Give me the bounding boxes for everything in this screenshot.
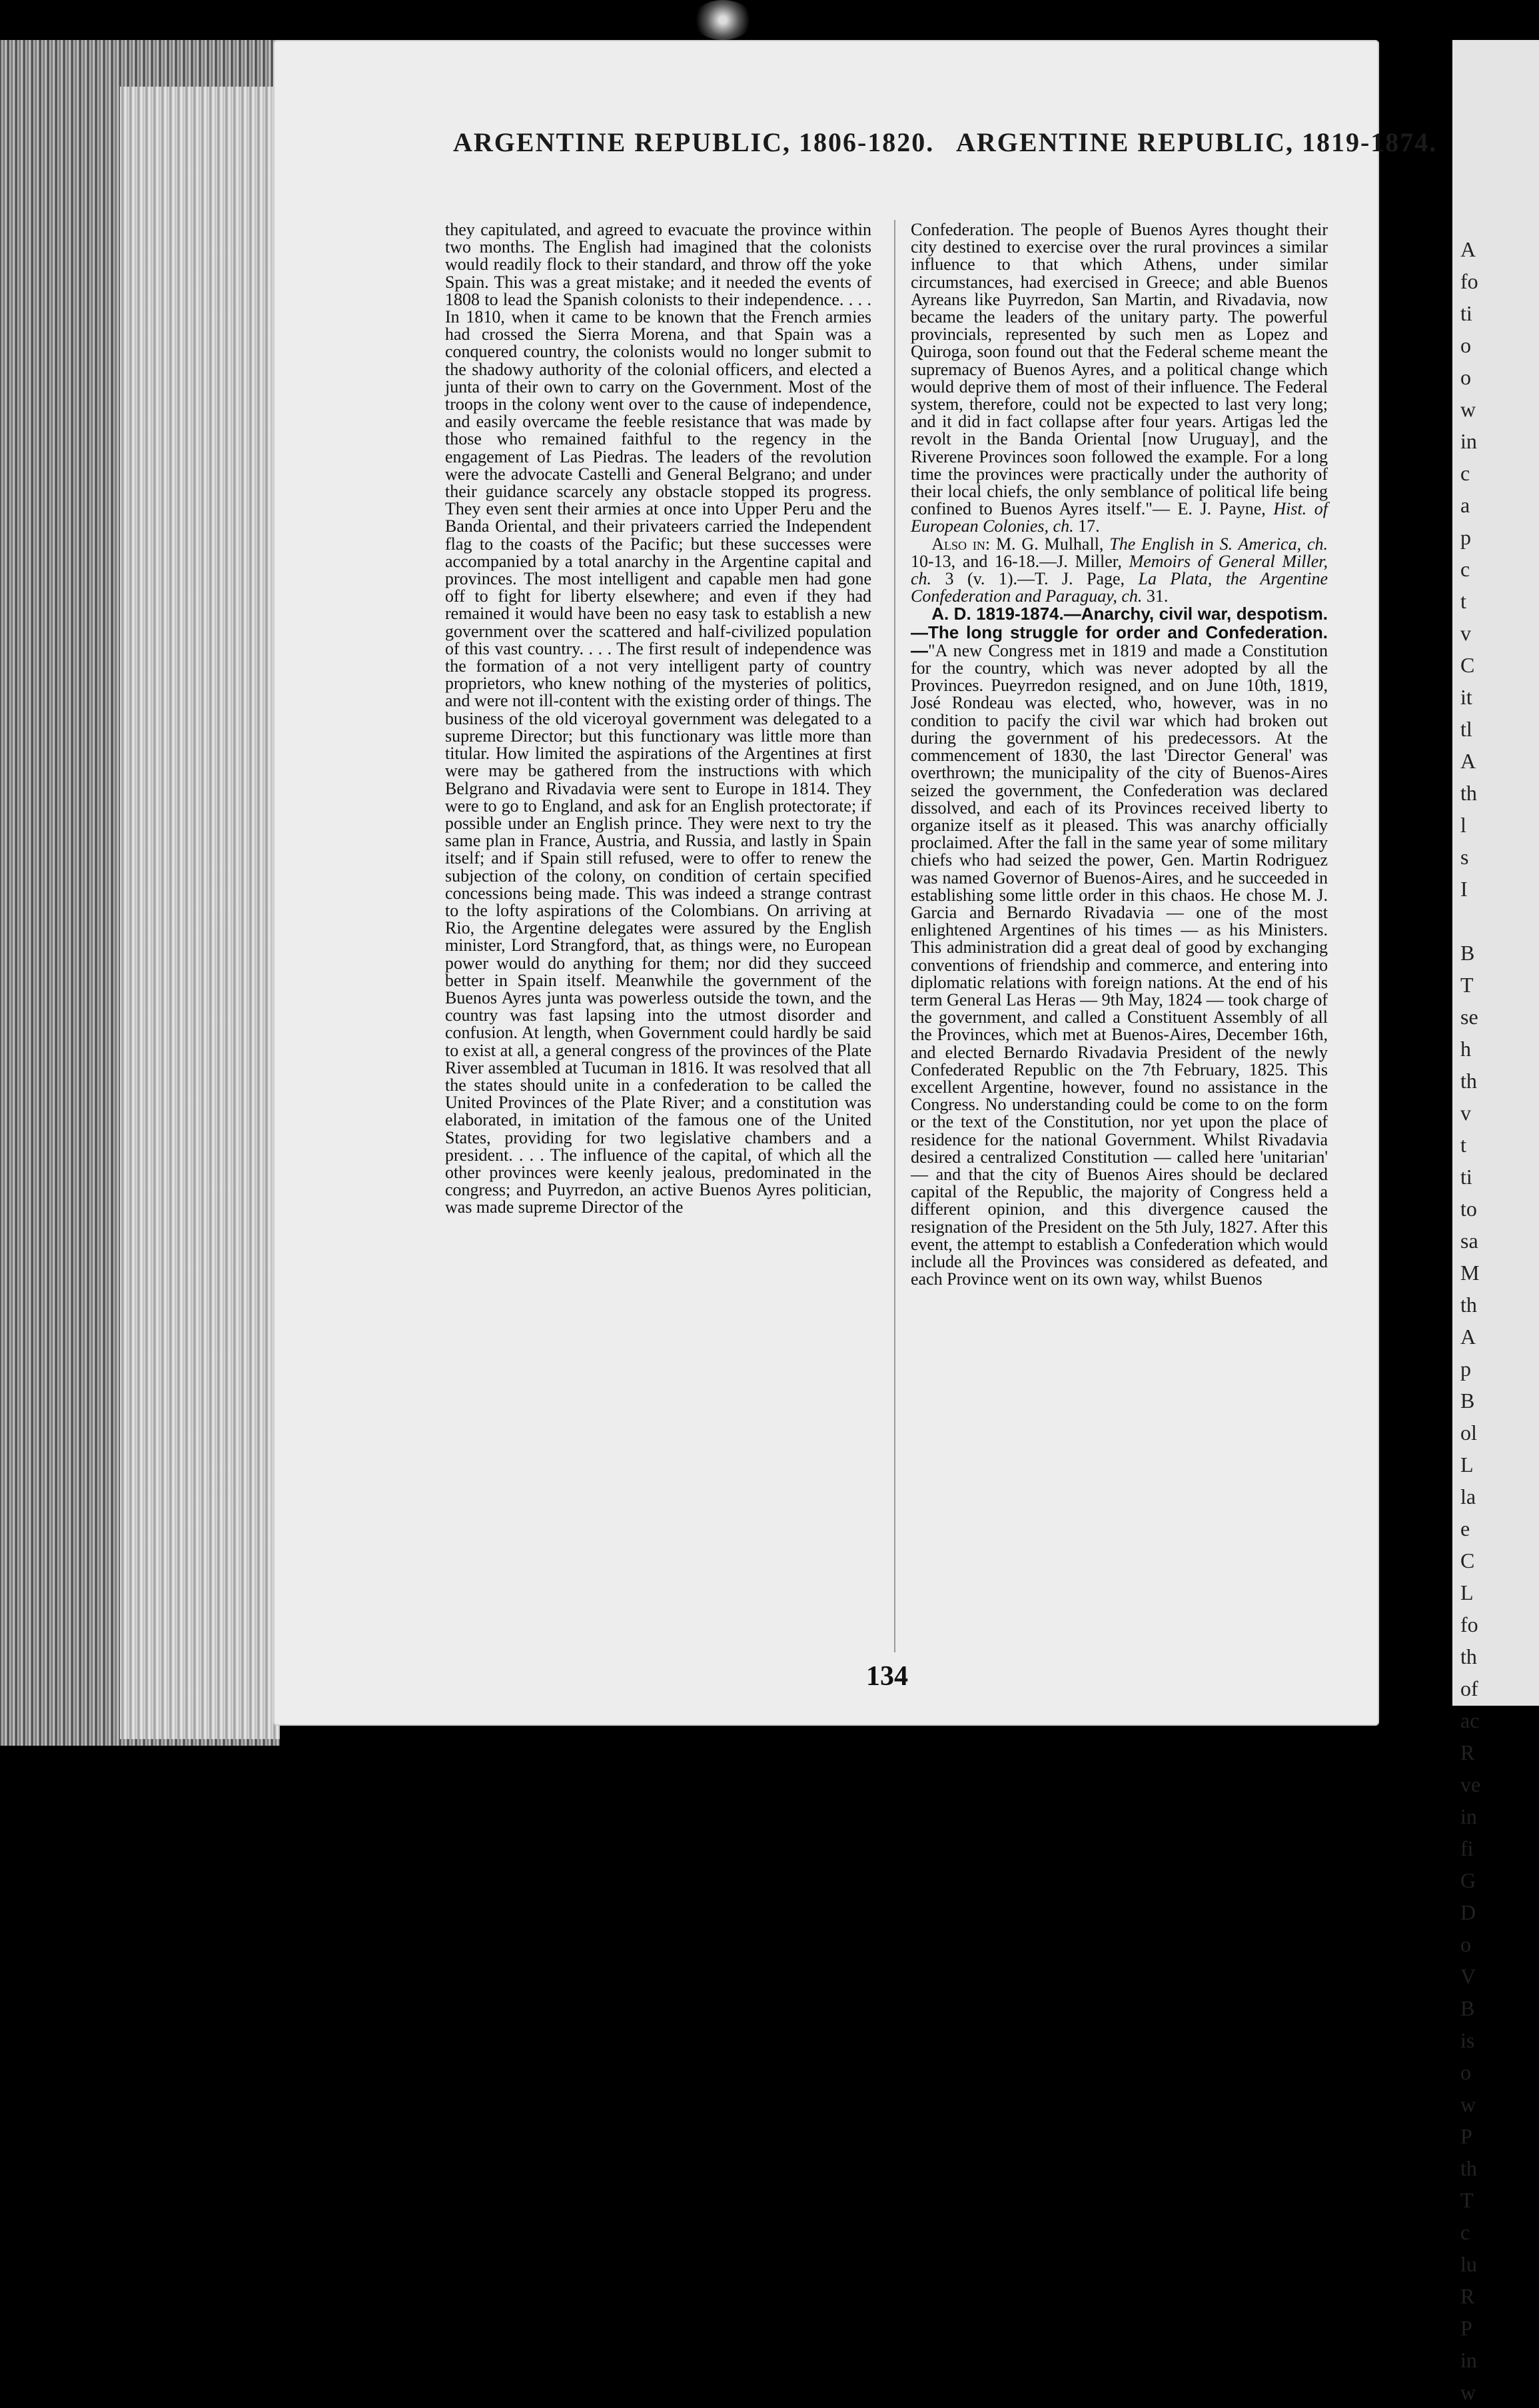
adjacent-page-fragment: in — [1460, 1804, 1477, 1828]
adjacent-page-fragment: fo — [1460, 1612, 1478, 1636]
adjacent-page-fragment: P — [1460, 2316, 1472, 2340]
adjacent-page-fragment: R — [1460, 2284, 1475, 2308]
adjacent-page-fragment: l — [1460, 813, 1466, 837]
adjacent-page-fragment: th — [1460, 1293, 1477, 1317]
reference-chapter: 31. — [1146, 586, 1169, 606]
page-edges-inner — [120, 87, 280, 1739]
adjacent-page-fragment: it — [1460, 685, 1472, 709]
adjacent-page-fragment: C — [1460, 1548, 1475, 1572]
reference-author: 10-13, and 16-18.—J. Miller, — [911, 551, 1122, 571]
page-edges — [0, 40, 280, 1746]
adjacent-page-fragment: v — [1460, 1101, 1471, 1125]
adjacent-page-fragment: fi — [1460, 1836, 1474, 1860]
adjacent-page-fragment: th — [1460, 2156, 1477, 2180]
adjacent-page-fragment: w — [1460, 397, 1476, 421]
adjacent-page-fragment: D — [1460, 1900, 1476, 1924]
adjacent-page-fragment: to — [1460, 1197, 1477, 1221]
adjacent-page-fragment: ti — [1460, 1165, 1472, 1189]
quotation-text: Confederation. The people of Buenos Ayres thought their city destined to exercise over the rural provinces a similar influence to that which Athens, under similar circumstances, had exercised in Greece; and able Buenos Ayreans like Puyrredon, San Martin, and Rivadavia, now became the leaders of the unitary party. The powerful provincials, represented by such men as Lopez and Quiroga, soon found out that the Federal scheme meant the supremacy of Buenos Ayres, and a political change which would deprive them of most of their influence. The Federal system, therefore, could not be expected to last very long; and it did in fact collapse after four years. Artigas led the revolt in the Banda Oriental [now Uruguay], and the Riverene Provinces soon followed the example. For a long time the provinces were practically under the authority of their local chiefs, the only semblance of political life being confined to Buenos Ayres itself."— E. J. Payne, — [911, 220, 1328, 519]
adjacent-page-fragment: T — [1460, 973, 1474, 997]
adjacent-page — [1452, 40, 1539, 2404]
adjacent-page-fragment: h — [1460, 1037, 1471, 1061]
reference-title: La Plata, the Argentine Confederation and Paraguay, ch. — [911, 569, 1328, 606]
adjacent-page-fragment — [1460, 905, 1534, 937]
adjacent-page-fragment: V — [1460, 1964, 1476, 1988]
adjacent-page-fragment: P — [1460, 2124, 1472, 2148]
reference-title: Memoirs of General Miller, ch. — [911, 551, 1328, 589]
adjacent-page-fragment: ve — [1460, 1772, 1481, 1796]
adjacent-page-fragment: o — [1460, 1932, 1471, 1956]
adjacent-page-fragment: la — [1460, 1485, 1476, 1508]
adjacent-page-fragment: B — [1460, 1996, 1475, 2020]
running-header-left: ARGENTINE REPUBLIC, 1806-1820. — [453, 127, 935, 157]
left-column-paragraph: they capitulated, and agreed to evacuate the province within two months. The English had imagined that the colonists would readily flock to their standard, and throw off the yoke Spain. This was a great mistake; and it needed the events of 1808 to lead the Spanish colonists to their independence. . . . In 1810, when it came to be known that the French armies had crossed the Sierra Morena, and that Spain was a conquered country, the colonists would no longer submit to the shadowy authority of the colonial officers, and elected a junta of their own to carry on the Government. Most of the troops in the colony went over to the cause of independence, and easily overcame the feeble resistance that was made by those who remained faithful to the regency in the engagement of Las Piedras. The leaders of the revolution were the advocate Castelli and General Belgrano; and under their guidance scarcely any obstacle stopped its progress. They even sent their armies at once into Upper Peru and the Banda Oriental, and their privateers carried the Independent flag to the coasts of the Pacific; but these successes were accompanied by a total anarchy in the Argentine capital and provinces. The most intelligent and capable men had gone off to fight for liberty elsewhere; and even if they had remained it would have been no easy task to establish a new government over the scattered and half-civilized population of this vast country. . . . The first result of independence was the formation of a not very intelligent party of country proprietors, who knew nothing of the mysteries of politics, and were not ill-content with the existing order of things. The business of the old viceroyal government was delegated to a supreme Director; but this functionary was little more than titular. How limited the aspirations of the Argentines at first were may be gathered from the instructions with which Belgrano and Rivadavia were sent to Europe in 1814. They were to go to England, and ask for an English protectorate; if possible under an English prince. They were next to try the same plan in France, Austria, and Russia, and lastly in Spain itself; and if Spain still refused, were to offer to renew the subjection of the colony, on condition of certain specified concessions being made. This was indeed a strange contrast to the lofty aspirations of the Colombians. On arriving at Rio, the Argentine delegates were assured by the English minister, Lord Strangford, that, as things were, no European power would do anything for them; nor did they succeed better in Spain itself. Meanwhile the government of the Buenos Ayres junta was powerless outside the town, and the country was fast lapsing into the utmost disorder and confusion. At length, when Government could hardly be said to exist at all, a general congress of the provinces of the Plate River assembled at Tucuman in 1816. It was resolved that all the states should unite in a confederation to be called the United Provinces of the Plate River; and a constitution was elaborated, in imitation of the famous one of the United States, providing for two legislative chambers and a president. . . . The influence of the capital, of which all the other provinces were keenly jealous, predominated in the congress; and Puyrredon, an active Buenos Ayres politician, was made supreme Director of the — [445, 220, 871, 1217]
adjacent-page-fragment: a — [1460, 493, 1470, 517]
entry-paragraph — [911, 605, 1328, 1288]
adjacent-page-fragment: is — [1460, 2028, 1475, 2052]
adjacent-page-fragment: t — [1460, 589, 1466, 613]
adjacent-page-fragment: ac — [1460, 1708, 1480, 1732]
adjacent-page-fragment: L — [1460, 1580, 1474, 1604]
adjacent-page-fragment: C — [1460, 653, 1475, 677]
column-rule — [894, 220, 895, 1652]
adjacent-page-fragment: in — [1460, 429, 1477, 453]
adjacent-page-fragment: ol — [1460, 1421, 1477, 1445]
adjacent-page-fragment: c — [1460, 557, 1470, 581]
adjacent-page-fragment: th — [1460, 1644, 1477, 1668]
adjacent-page-fragment: G — [1460, 1868, 1476, 1892]
citation-title: Hist. of European Colonies, ch. — [911, 499, 1328, 536]
adjacent-page-fragment: c — [1460, 2220, 1470, 2244]
adjacent-page-fragment: R — [1460, 1740, 1475, 1764]
adjacent-page-fragment: sa — [1460, 1229, 1478, 1253]
adjacent-page-fragment: o — [1460, 365, 1471, 389]
adjacent-page-fragment: L — [1460, 1453, 1474, 1477]
adjacent-page-fragment: e — [1460, 1516, 1470, 1540]
adjacent-page-fragment: fo — [1460, 269, 1478, 293]
adjacent-page-fragment: B — [1460, 1389, 1475, 1413]
adjacent-page-fragment: A — [1460, 237, 1476, 261]
adjacent-page-fragment: th — [1460, 781, 1477, 805]
running-header-right: ARGENTINE REPUBLIC, 1819-1874. — [956, 127, 1438, 157]
adjacent-page-fragment: T — [1460, 2188, 1474, 2212]
adjacent-page-text — [1460, 233, 1534, 2408]
reference-title: The English in S. America, ch. — [1109, 534, 1328, 554]
reference-author: 3 (v. 1).—T. J. Page, — [945, 569, 1125, 589]
reference-author: M. G. Mulhall, — [995, 534, 1104, 554]
adjacent-page-fragment: v — [1460, 621, 1471, 645]
citation-chapter: 17. — [1078, 516, 1100, 536]
adjacent-page-fragment: th — [1460, 1069, 1477, 1093]
adjacent-page-fragment: M — [1460, 1261, 1480, 1285]
adjacent-page-fragment: w — [1460, 2380, 1476, 2404]
right-column — [911, 221, 1328, 1288]
also-in-label: Also in: — [931, 534, 991, 554]
adjacent-page-fragment: w — [1460, 2092, 1476, 2116]
adjacent-page-fragment: B — [1460, 941, 1475, 965]
entry-heading: A. D. 1819-1874.—Anarchy, civil war, despotism.—The long struggle for order and Confederation.— — [911, 604, 1328, 660]
adjacent-page-fragment: p — [1460, 525, 1471, 549]
binding-mark — [693, 0, 753, 40]
adjacent-page-fragment: se — [1460, 1005, 1478, 1029]
adjacent-page-fragment: lu — [1460, 2252, 1477, 2276]
adjacent-page-fragment: s — [1460, 845, 1469, 869]
right-column-paragraph — [911, 221, 1328, 536]
also-in-references — [911, 536, 1328, 606]
adjacent-page-fragment: tl — [1460, 717, 1472, 741]
left-column — [445, 221, 871, 1217]
adjacent-page-fragment: A — [1460, 749, 1476, 773]
adjacent-page-fragment: t — [1460, 1133, 1466, 1157]
adjacent-page-fragment: o — [1460, 333, 1471, 357]
adjacent-page-fragment: I — [1460, 877, 1468, 901]
adjacent-page-fragment: ti — [1460, 301, 1472, 325]
adjacent-page-fragment: o — [1460, 2060, 1471, 2084]
adjacent-page-fragment: of — [1460, 1676, 1478, 1700]
entry-text: "A new Congress met in 1819 and made a Constitution for the country, which was never adopted by all the Provinces. Pueyrredon resigned, and on June 10th, 1819, José Rondeau was elected, who, however, was in no condition to pacify the civil war which had broken out during the government of his predecessors. At the commencement of 1830, the last 'Director General' was overthrown; the municipality of the city of Buenos-Aires seized the government, the Confederation was declared dissolved, and each of its Provinces received liberty to organize itself as it pleased. This was anarchy officially proclaimed. After the fall in the same year of some military chiefs who had seized the power, Gen. Martin Rodriguez was named Governor of Buenos-Aires, and he succeeded in establishing some little order in this chaos. He chose M. J. Garcia and Bernardo Rivadavia — one of the most enlightened Argentines of his times — as his Ministers. This administration did a great deal of good by exchanging conventions of friendship and commerce, and entering into diplomatic relations with foreign nations. At the end of his term General Las Heras — 9th May, 1824 — took charge of the government, and called a Constituent Assembly of all the Provinces, which met at Buenos-Aires, December 16th, and elected Bernardo Rivadavia President of the newly Confederated Republic on the 7th February, 1825. This excellent Argentine, however, found no assistance in the Congress. No understanding could be come to on the form or the text of the Constitution, nor yet upon the place of residence for the national Government. Whilst Rivadavia desired a centralized Constitution — called here 'unitarian' — and that the city of Buenos Aires should be declared capital of the Republic, the majority of Congress held a different opinion, and this divergence caused the resignation of the President on the 5th July, 1827. After this event, the attempt to establish a Confederation which would include all the Provinces was considered as defeated, and each Province went on its own way, whilst Buenos — [911, 640, 1328, 1289]
adjacent-page-fragment: p — [1460, 1357, 1471, 1381]
adjacent-page-fragment: A — [1460, 1325, 1476, 1349]
page-number: 134 — [866, 1661, 908, 1692]
adjacent-page-fragment: c — [1460, 461, 1470, 485]
adjacent-page-fragment: in — [1460, 2348, 1477, 2372]
